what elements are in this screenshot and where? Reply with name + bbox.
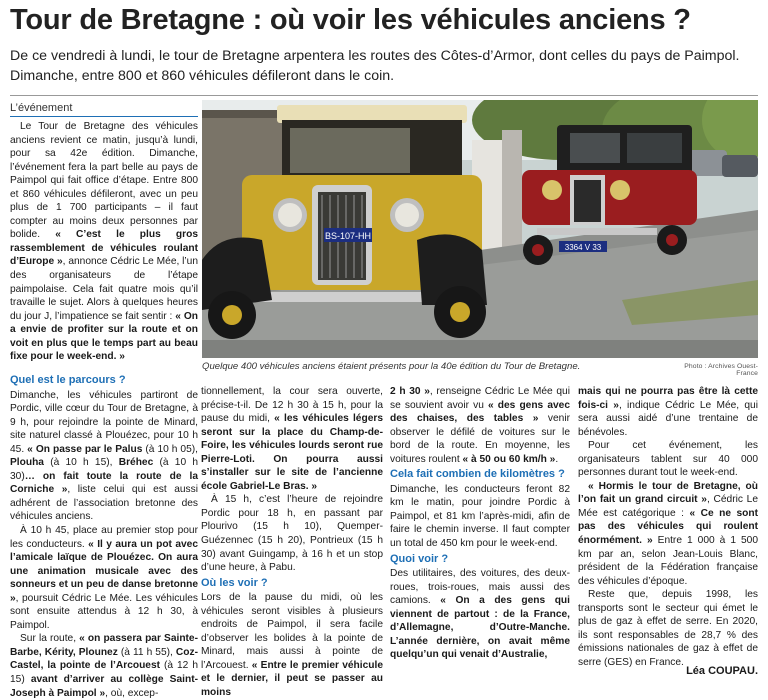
author-signature: Léa COUPAU.	[686, 665, 758, 677]
article-photo	[202, 100, 758, 358]
rear-plate-text: 3364 V 33	[564, 243, 602, 252]
paragraph: 2 h 30 », renseigne Cédric Le Mée qui se souvient avoir vu « des gens avec des chaises, des tables » venir observer le défilé de voitures sur le bord de la route. En moyenne, les voitures roulent « à 50 ou 60 km/h ».	[390, 386, 570, 465]
divider	[10, 95, 758, 96]
heading-km: Cela fait combien de kilomètres ?	[390, 468, 565, 481]
paragraph: À 10 h 45, place au premier stop pour les conducteurs. « Il y aura un pot avec l’amicale laïque de Plouézec. On aura une animation musicale avec des sonneurs et un peu de danse bretonne », poursuit Cédric Le Mée. Les véhicules sont ensuite attendus à 12 h 30, à Paimpol.	[10, 525, 198, 631]
section-label: L’événement	[10, 102, 198, 117]
paragraph: mais qui ne pourra pas être là cette fois-ci », indique Cédric Le Mée, qui sera aussi aidé d’une trentaine de bénévoles.	[578, 386, 758, 438]
photo-caption: Quelque 400 véhicules anciens étaient présents pour la 40e édition du Tour de Bretagne.	[202, 361, 581, 372]
column-4	[578, 385, 758, 669]
intro-paragraph: Le Tour de Bretagne des véhicules anciens revient ce matin, jusqu’à lundi, pour sa 42e édition. Dimanche, l’événement fera la part belle au pays de Paimpol qui fait office d’étape. Entre 800 et 860 véhicules défileront, avec un peu plus de 1 700 participants – il faut compter au moins deux personnes par bolide. « C’est le plus gros rassemblement de véhicules roulant d’Europe », annonce Cédric Le Mée, l’un des organisateurs de l’étape paimpolaise. Cela fait quatre mois qu’il travaille le sujet. Alors à quelques heures du jour J, l’impatience se fait sentir : « On a envie de profiter sur la route et on voit en plus que le temps part au beau fixe pour le week-end. »	[10, 121, 199, 363]
article-headline: Tour de Bretagne : où voir les véhicules anciens ?	[10, 4, 691, 36]
paragraph: tionnellement, la cour sera ouverte, précise-t-il. De 12 h 30 à 15 h, pour la pause du midi, « les véhicules légers seront sur la place du Champ-de-Foire, les véhicules lourds seront rue Pierre-Loti. On pourra aussi s’installer sur le site de l’ancienne école Gabriel-Le Bras. »	[201, 386, 383, 492]
front-plate-text: BS-107-HH	[324, 231, 372, 241]
paragraph: Des utilitaires, des voitures, des deux-roues, trois-roues, mais aussi des camions. « On a des gens qui viennent de partout : de la France, d’Allemagne, d’Outre-Manche. L’année dernière, on avait même quelqu’un qui venait d’Australie,	[390, 568, 570, 661]
paragraph: Dimanche, les conducteurs feront 82 km le matin, pour joindre Pordic à Paimpol, et 81 km l’après-midi, afin de faire le chemin inverse. Il faut compter un total de 450 km pour le week-end.	[390, 483, 570, 550]
photo-credit: Photo : Archives Ouest-France	[684, 363, 758, 377]
paragraph: Lors de la pause du midi, où les véhicules seront visibles à plusieurs endroits de Paimpol, il sera facile d’observer les bolides à la pointe de Minard, mais aussi à pointe de l’Arcouest. « Entre le premier véhicule et le dernier, il peut se passer au moins	[201, 592, 383, 699]
heading-voir: Où les voir ?	[201, 576, 268, 589]
paragraph: À 15 h, c’est l’heure de rejoindre Pordic pour 18 h, en passant par Plourivo (15 h 10), Quemper-Guézennec (15 h 20), Pontrieux (15 h 30) avant Guingamp, à 16 h et un stop d’une heure, à Pabu.	[201, 494, 383, 574]
paragraph: Dimanche, les véhicules partiront de Pordic, ville cœur du Tour de Bretagne, à 9 h, pour rejoindre la pointe de Minard, site naturel classé à Plouézec, pour 10 h 45. « On passe par le Palus (à 10 h 05), Plouha (à 10 h 15), Bréhec (à 10 h 30)… on fait toute la route de la Corniche », liste celui qui est aussi adhérent de l’association bretonne des véhicules anciens.	[10, 389, 198, 523]
paragraph: Reste que, depuis 1998, les transports sont le secteur qui émet le plus de gaz à effet de serre. En 2020, ils sont responsables de 28,7 % des émissions nationales de gaz à effet de serre (GES) en France.	[578, 589, 758, 668]
heading-parcours: Quel est le parcours ?	[10, 374, 126, 386]
article-lead: De ce vendredi à lundi, le tour de Bretagne arpentera les routes des Côtes-d’Armor, dont celles du pays de Paimpol. Dimanche, entre 800 et 860 véhicules défileront dans le coin.	[10, 48, 740, 84]
column-2	[201, 385, 383, 700]
column-1	[10, 372, 198, 700]
paragraph: Pour cet événement, les organisateurs tablent sur 40 000 personnes durant tout le week-end.	[578, 440, 758, 479]
paragraph: « Hormis le tour de Bretagne, où l’on fait un grand circuit », Cédric Le Mée est catégorique : « Ce ne sont pas des véhicules qui roulent énormément. » Entre 1 000 à 1 500 km par an, selon Jean-Louis Blanc, président de la Fédération française des véhicules d’époque.	[578, 480, 759, 587]
intro-column	[10, 120, 198, 364]
heading-quoi: Quoi voir ?	[390, 552, 449, 565]
column-3	[390, 385, 570, 662]
paragraph: Sur la route, « on passera par Sainte-Barbe, Kérity, Plounez (à 11 h 55), Coz-Castel, la pointe de l’Arcouest (à 12 h 15) avant d’arriver au collège Saint-Joseph à Paimpol », où, excep-	[10, 633, 198, 699]
